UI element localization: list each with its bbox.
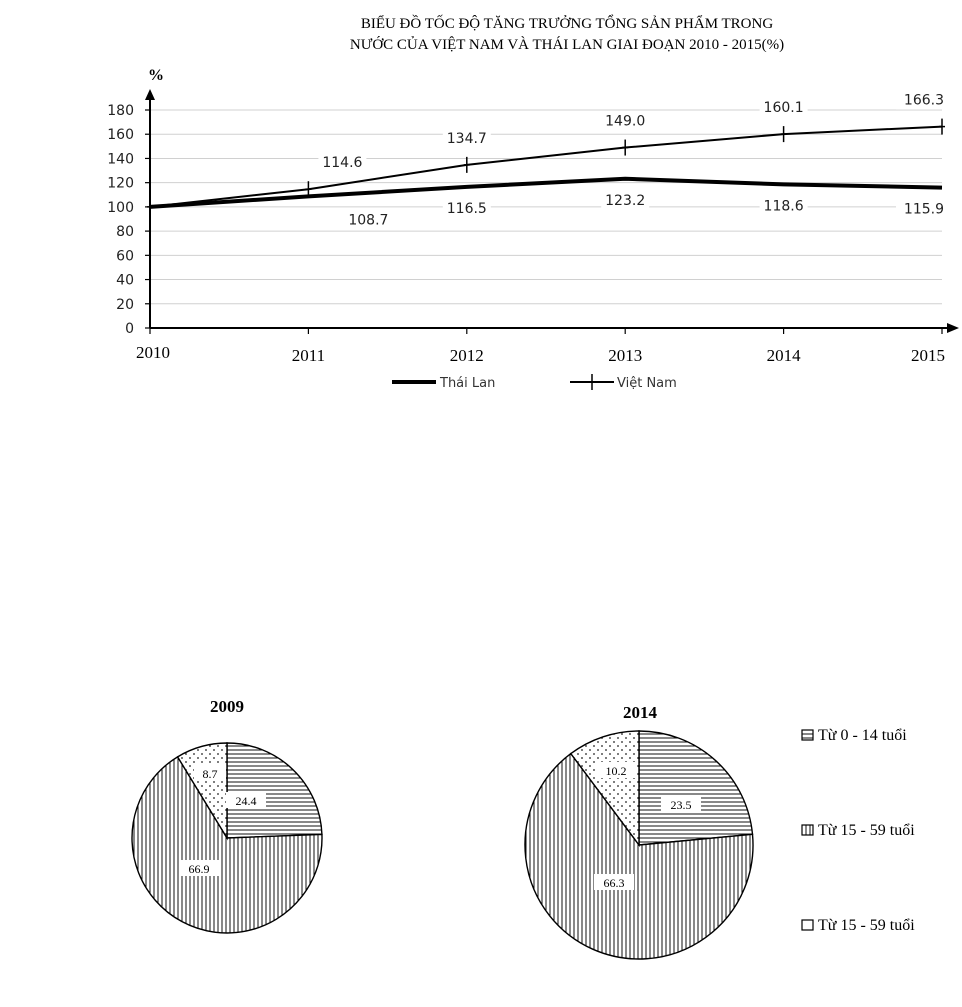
x-tick-labels xyxy=(136,328,945,365)
pie-legend-label-1: Từ 15 - 59 tuổi xyxy=(818,822,915,839)
pie-chart-2014 xyxy=(525,703,753,959)
axes xyxy=(145,89,959,333)
legend-label-viet-nam: Việt Nam xyxy=(617,376,677,391)
data-label-viet-nam-2015: 166.3 xyxy=(903,92,944,109)
data-label-thai-lan-2014: 118.6 xyxy=(763,198,804,215)
pie-2014-slice-0 xyxy=(639,731,752,845)
pie-legend xyxy=(802,727,915,934)
data-label-viet-nam-2014: 160.1 xyxy=(763,100,804,117)
x-axis-arrow xyxy=(947,323,959,333)
pie-2009-slice-label-0: 24.4 xyxy=(235,794,257,808)
y-tick-label-180: 180 xyxy=(107,103,134,119)
x-tick-label-2014: 2014 xyxy=(766,346,801,365)
pie-legend-label-0: Từ 0 - 14 tuổi xyxy=(818,727,907,744)
data-label-thai-lan-2013: 123.2 xyxy=(605,192,646,209)
y-tick-label-40: 40 xyxy=(116,272,134,289)
pie-legend-swatch-0 xyxy=(802,730,813,740)
y-tick-label-120: 120 xyxy=(107,175,134,192)
pie-2009-slice-label-1: 66.9 xyxy=(188,862,210,876)
data-labels xyxy=(318,91,944,230)
y-tick-label-160: 160 xyxy=(107,127,134,144)
pie-2009-title: 2009 xyxy=(210,697,244,716)
y-axis-arrow xyxy=(145,89,155,100)
y-tick-label-80: 80 xyxy=(116,224,134,241)
line-chart-title-line2: NƯỚC CỦA VIỆT NAM VÀ THÁI LAN GIAI ĐOẠN 2010 - 2015(%) xyxy=(349,37,785,53)
data-label-thai-lan-2015: 115.9 xyxy=(903,201,944,218)
legend-label-thai-lan: Thái Lan xyxy=(440,376,496,391)
x-tick-label-2015: 2015 xyxy=(911,346,945,365)
data-label-thai-lan-2011: 108.7 xyxy=(348,212,389,229)
data-label-viet-nam-2011: 114.6 xyxy=(322,155,363,172)
x-tick-label-2010: 2010 xyxy=(136,343,170,362)
line-chart-title: BIỂU ĐỒ TỐC ĐỘ TĂNG TRƯỞNG TỔNG SẢN PHẨM TRONG xyxy=(360,16,774,32)
pie-legend-swatch-1 xyxy=(802,825,813,835)
pie-2009-slice-0 xyxy=(227,743,322,838)
y-axis-label: % xyxy=(148,67,164,84)
pie-2009-slice-label-2: 8.7 xyxy=(202,767,218,781)
y-tick-label-20: 20 xyxy=(116,296,134,313)
y-tick-label-140: 140 xyxy=(107,151,134,168)
x-tick-label-2012: 2012 xyxy=(449,346,484,365)
pie-2014-slice-label-0: 23.5 xyxy=(670,798,692,812)
pie-2014-title: 2014 xyxy=(623,703,657,722)
pie-chart-2009 xyxy=(132,697,322,933)
pie-2014-slice-label-2: 10.2 xyxy=(605,764,627,778)
pie-2014-slice-label-1: 66.3 xyxy=(603,876,625,890)
y-tick-label-100: 100 xyxy=(107,199,134,216)
line-chart-legend xyxy=(392,374,677,391)
series-lines xyxy=(147,119,945,215)
pie-legend-swatch-2 xyxy=(802,920,813,930)
pie-legend-label-2: Từ 15 - 59 tuổi xyxy=(818,917,915,934)
data-label-viet-nam-2013: 149.0 xyxy=(605,113,646,130)
growth-line-chart xyxy=(107,14,959,391)
y-tick-labels xyxy=(107,103,134,337)
x-tick-label-2011: 2011 xyxy=(291,346,326,365)
y-gridlines xyxy=(145,110,942,328)
series-line-viet-nam xyxy=(150,127,942,207)
data-label-thai-lan-2012: 116.5 xyxy=(446,200,487,217)
y-tick-label-60: 60 xyxy=(116,248,134,265)
x-tick-label-2013: 2013 xyxy=(608,346,643,365)
y-tick-label-0: 0 xyxy=(125,321,134,337)
data-label-viet-nam-2012: 134.7 xyxy=(446,130,487,147)
